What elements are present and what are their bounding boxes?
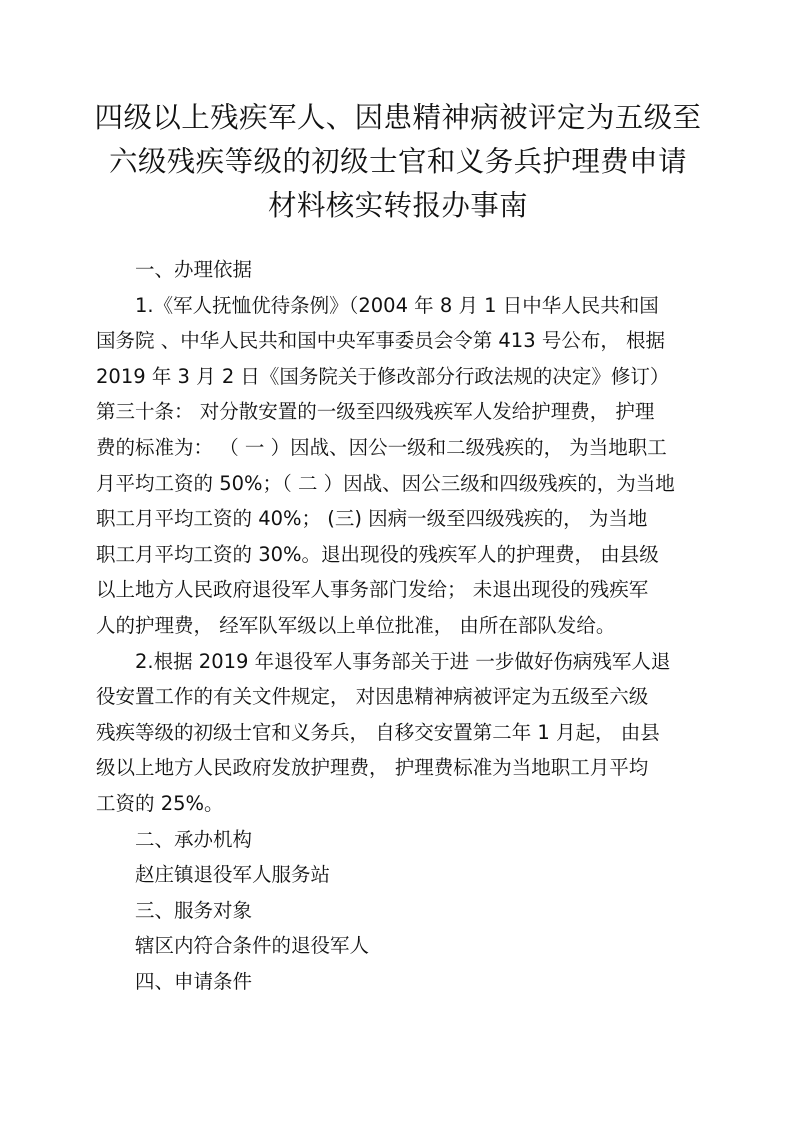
paragraph-line: 工资的 25%。 xyxy=(96,791,224,815)
title-line-3: 材料核实转报办事南 xyxy=(267,189,529,222)
agency-text: 赵庄镇退役军人服务站 xyxy=(135,863,331,887)
paragraph-line: 人的护理费， 经军队军级以上单位批准， 由所在部队发给。 xyxy=(96,613,616,637)
paragraph-line: 以上地方人民政府退役军人事务部门发给； 未退出现役的残疾军 xyxy=(96,578,649,602)
paragraph-line: 残疾等级的初级士官和义务兵， 自移交安置第二年 1 月起， 由县 xyxy=(96,720,660,744)
paragraph-line: 2.根据 2019 年退役军人事务部关于进 一步做好伤病残军人退 xyxy=(135,649,671,673)
target-text: 辖区内符合条件的退役军人 xyxy=(135,934,370,958)
paragraph-line: 费的标准为： （ 一 ）因战、因公一级和二级残疾的， 为当地职工 xyxy=(96,435,667,459)
paragraph-line: 月平均工资的 50%；（ 二 ）因战、因公三级和四级残疾的，为当地 xyxy=(96,471,675,495)
paragraph-line: 级以上地方人民政府发放护理费， 护理费标准为当地职工月平均 xyxy=(96,756,649,780)
paragraph-policy-2019 xyxy=(96,644,706,822)
section-heading-conditions: 四、申请条件 xyxy=(135,969,253,993)
title-line-2: 六级残疾等级的初级士官和义务兵护理费申请 xyxy=(108,145,687,178)
paragraph-line: 职工月平均工资的 30%。退出现役的残疾军人的护理费， 由县级 xyxy=(96,542,659,566)
section-heading-basis: 一、办理依据 xyxy=(135,258,253,281)
section-heading-target: 三、服务对象 xyxy=(135,898,253,922)
paragraph-line: 第三十条： 对分散安置的一级至四级残疾军人发给护理费， 护理 xyxy=(96,400,655,424)
document-title xyxy=(88,96,708,228)
section-heading-agency: 二、承办机构 xyxy=(135,827,253,851)
document-body xyxy=(96,252,706,999)
paragraph-regulation xyxy=(96,288,706,644)
paragraph-line: 职工月平均工资的 40%； (三) 因病一级至四级残疾的， 为当地 xyxy=(96,507,648,531)
paragraph-line: 1.《军人抚恤优待条例》（2004 年 8 月 1 日中华人民共和国 xyxy=(135,293,659,317)
title-line-1: 四级以上残疾军人、因患精神病被评定为五级至 xyxy=(94,101,702,134)
paragraph-line: 役安置工作的有关文件规定， 对因患精神病被评定为五级至六级 xyxy=(96,685,649,709)
paragraph-line: 国务院 、中华人民共和国中央军事委员会令第 413 号公布， 根据 xyxy=(96,329,666,353)
paragraph-line: 2019 年 3 月 2 日《国务院关于修改部分行政法规的决定》修订） xyxy=(96,364,670,388)
